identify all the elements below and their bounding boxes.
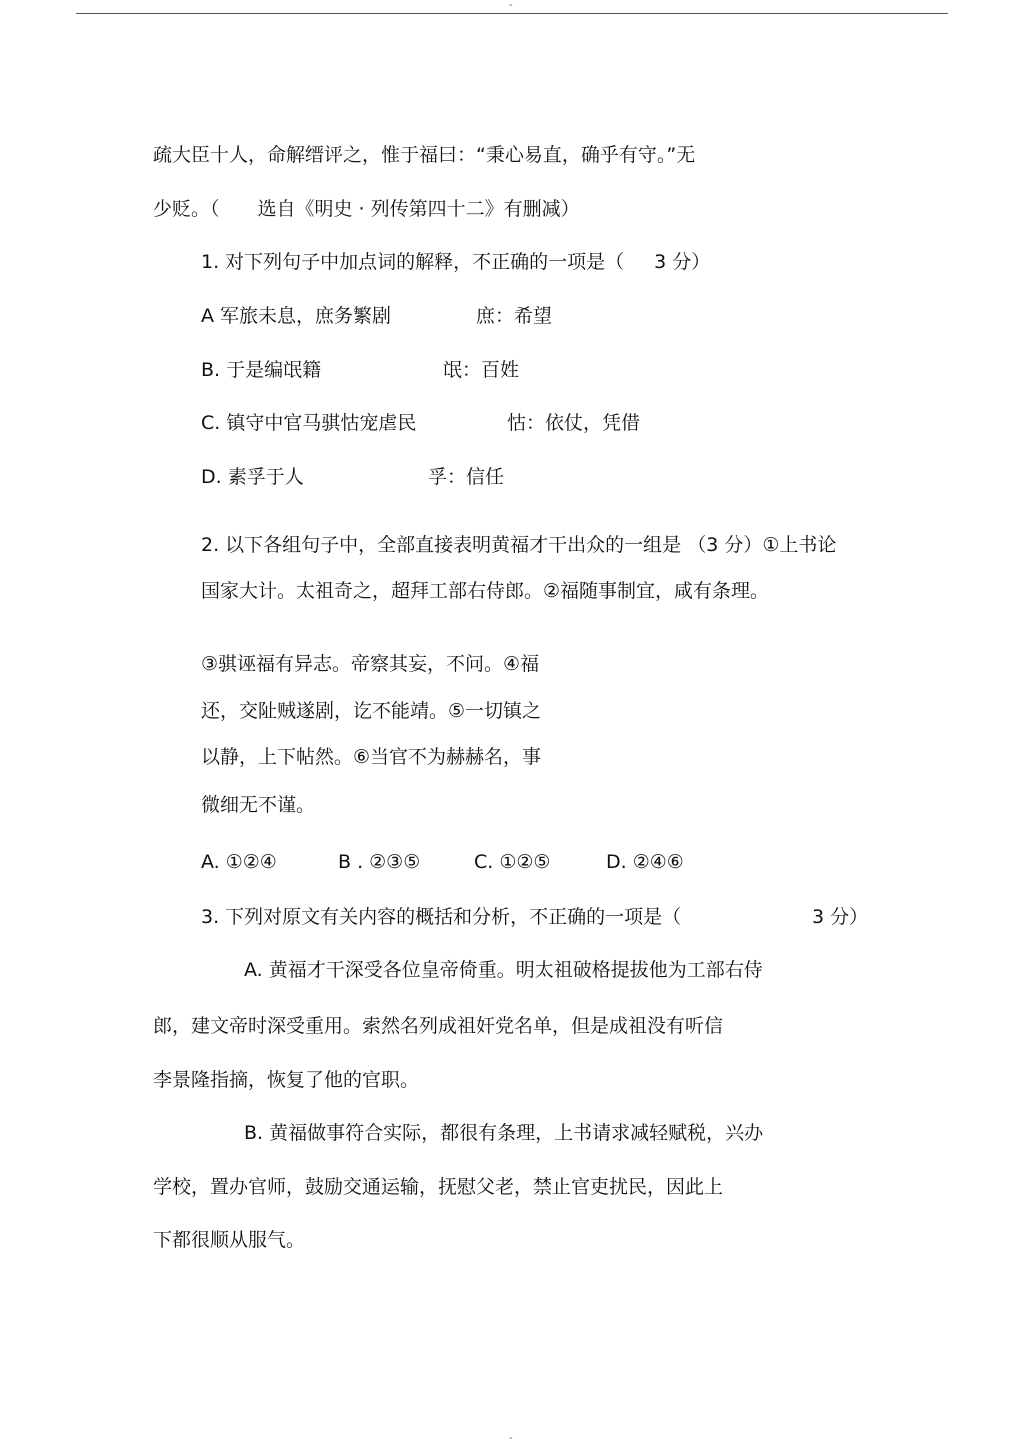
q2-answer-c: C. ①②⑤ [474,851,551,873]
header-mark: - [509,0,513,11]
q2-answer-a: A. ①②④ [201,851,277,873]
q1-option-d-gloss: 孚：信任 [428,466,505,488]
q3-option-a-line-1: A. 黄福才干深受各位皇帝倚重。明太祖破格提拔他为工部右侍 [244,959,763,981]
q1-stem-text: 1. 对下列句子中加点词的解释，不正确的一项是（ [201,251,625,273]
passage-line-1: 疏大臣十人，命解缙评之，惟于福曰：“秉心易直，确乎有守。”无 [153,144,696,166]
passage-line-2-text: 少贬。（ [153,198,220,220]
q3-stem: 3. 下列对原文有关内容的概括和分析，不正确的一项是（ [201,906,682,928]
q1-option-b-sentence: B. 于是编氓籍 [201,359,322,381]
q2-answer-d: D. ②④⑥ [606,851,684,873]
q1-option-c [201,411,416,435]
q2-line-2: 国家大计。太祖奇之，超拜工部右侍郎。②福随事制宜，咸有条理。 [201,580,770,602]
q1-option-b [201,358,321,382]
q3-score: 3 分） [812,906,869,928]
q1-option-a-sentence: A 军旅未息，庶务繁剧 [201,305,392,327]
q3-option-a-line-2: 郎，建文帝时深受重用。索然名列成祖奸党名单，但是成祖没有听信 [153,1015,724,1037]
q1-option-d [201,465,304,489]
q1-option-a [201,304,391,328]
footer-mark: - [509,1433,513,1444]
q2-line-6: 微细无不谨。 [201,794,316,816]
q3-option-b-line-1: B. 黄福做事符合实际，都很有条理，上书请求减轻赋税，兴办 [244,1122,764,1144]
header-rule [76,13,948,14]
q3-option-a-line-3: 李景隆指摘，恢复了他的官职。 [153,1069,420,1091]
passage-line-2 [153,197,580,221]
q2-line-5: 以静，上下帖然。⑥当官不为赫赫名，事 [201,746,542,768]
passage-source: 选自《明史 · 列传第四十二》有删减） [257,198,580,220]
q2-line-3: ③骐诬福有异志。帝察其妄，不问。④福 [201,653,540,675]
q2-line-1: 2. 以下各组句子中，全部直接表明黄福才干出众的一组是 （3 分）①上书论 [201,534,837,556]
q1-option-b-gloss: 氓：百姓 [443,359,520,381]
q2-answer-b: B . ②③⑤ [338,851,421,873]
q1-option-c-gloss: 怙：依仗，凭借 [507,412,641,434]
q1-stem [201,250,710,274]
q1-score: 3 分） [654,251,711,273]
q3-option-b-line-2: 学校，置办官师，鼓励交通运输，抚慰父老，禁止官吏扰民，因此上 [153,1176,724,1198]
q3-option-b-line-3: 下都很顺从服气。 [153,1229,306,1251]
q1-option-a-gloss: 庶：希望 [476,305,553,327]
q1-option-c-sentence: C. 镇守中官马骐怙宠虐民 [201,412,417,434]
q1-option-d-sentence: D. 素孚于人 [201,466,304,488]
q2-line-4: 还，交阯贼遂剧，讫不能靖。⑤一切镇之 [201,700,542,722]
